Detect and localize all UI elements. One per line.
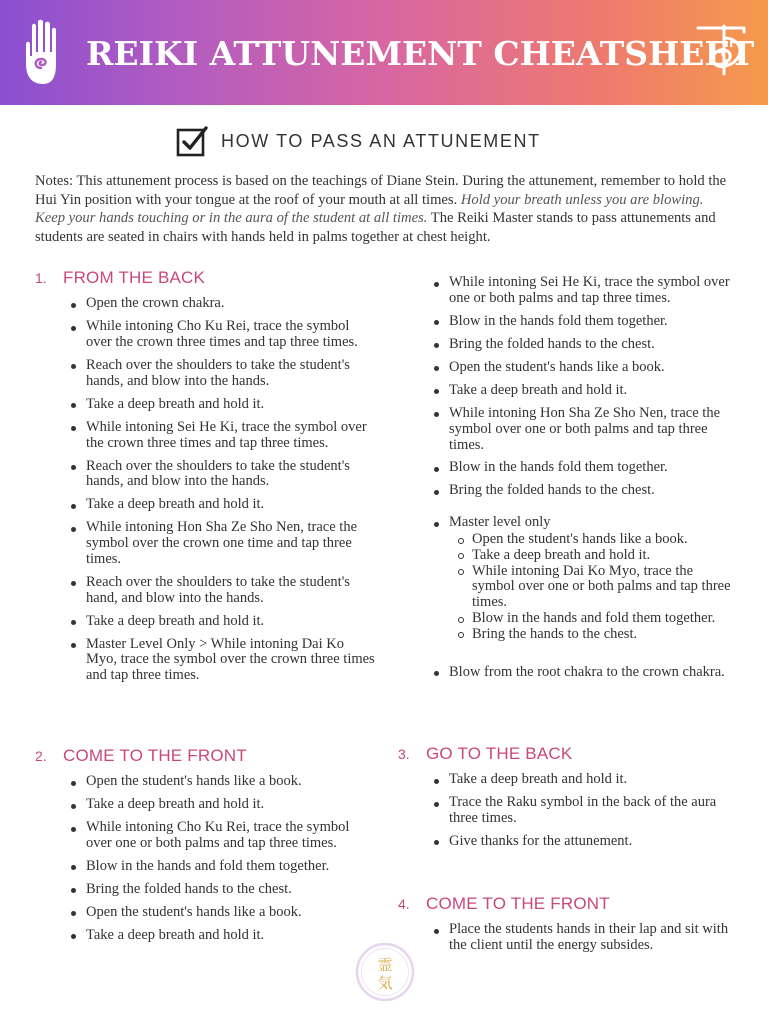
reiki-kanji-seal-icon	[355, 942, 415, 1002]
list-item: Blow in the hands fold them together.	[433, 314, 738, 330]
section-title: COME TO THE FRONT	[63, 746, 247, 765]
sub-list-item: Open the student's hands like a book.	[457, 532, 738, 548]
list-item: Blow from the root chakra to the crown chakra.	[433, 665, 738, 681]
list-item: Open the student's hands like a book.	[433, 360, 738, 376]
section-title: GO TO THE BACK	[426, 744, 573, 763]
list-item: Place the students hands in their lap and sit with the client until the energy subsides.	[433, 922, 738, 954]
list-item: Open the crown chakra.	[70, 296, 375, 312]
list-item: Open the student's hands like a book.	[70, 905, 375, 921]
section-title: FROM THE BACK	[63, 268, 206, 287]
section-come-to-the-front-final	[398, 894, 738, 954]
notes-part-2-italic: Hold your breath unless you are blowing. Keep your hands touching or in the aura of the student at all times.	[35, 191, 704, 227]
list-item: Reach over the shoulders to take the student's hand, and blow into the hands.	[70, 575, 375, 607]
section-go-to-the-back	[398, 744, 738, 850]
subheading-text: HOW TO PASS AN ATTUNEMENT	[221, 130, 541, 151]
subheading	[176, 124, 541, 158]
list-item: While intoning Cho Ku Rei, trace the symbol over the crown three times and tap three times.	[70, 319, 375, 351]
section-header	[398, 744, 738, 766]
list-item: While intoning Sei He Ki, trace the symbol over the crown three times and tap three times.	[70, 420, 375, 452]
section-list	[433, 772, 738, 850]
master-level-label: Master level only	[449, 514, 551, 531]
list-item: While intoning Hon Sha Ze Sho Nen, trace the symbol over the crown one time and tap three times.	[70, 520, 375, 567]
header-banner	[0, 0, 768, 105]
master-level-sublist	[457, 532, 738, 643]
sub-list-item: While intoning Dai Ko Myo, trace the symbol over one or both palms and tap three times.	[457, 564, 738, 611]
section-number: 4.	[398, 896, 410, 912]
section-list	[433, 275, 738, 680]
list-item: Open the student's hands like a book.	[70, 774, 375, 790]
list-item: Bring the folded hands to the chest.	[433, 337, 738, 353]
list-item: Trace the Raku symbol in the back of the aura three times.	[433, 795, 738, 827]
list-item: Take a deep breath and hold it.	[70, 614, 375, 630]
list-item: Bring the folded hands to the chest.	[70, 882, 375, 898]
list-item: Master Level Only > While intoning Dai Ko Myo, trace the symbol over the crown three times and tap three times.	[70, 637, 375, 684]
cho-ku-rei-symbol-icon	[694, 22, 752, 84]
list-item: Reach over the shoulders to take the student's hands, and blow into the hands.	[70, 358, 375, 390]
section-title: COME TO THE FRONT	[426, 894, 610, 913]
list-item: Reach over the shoulders to take the student's hands, and blow into the hands.	[70, 459, 375, 491]
list-item: Blow in the hands fold them together.	[433, 460, 738, 476]
section-list	[433, 922, 738, 954]
list-item: Bring the folded hands to the chest.	[433, 483, 738, 499]
list-item: While intoning Sei He Ki, trace the symbol over one or both palms and tap three times.	[433, 275, 738, 307]
svg-text:霊: 霊	[377, 956, 393, 974]
list-item: Give thanks for the attunement.	[433, 834, 738, 850]
list-item: Take a deep breath and hold it.	[433, 772, 738, 788]
list-item: Take a deep breath and hold it.	[70, 797, 375, 813]
section-header	[398, 894, 738, 916]
list-item: Take a deep breath and hold it.	[70, 497, 375, 513]
section-header	[35, 746, 375, 768]
sub-list-item: Bring the hands to the chest.	[457, 627, 738, 643]
svg-text:気: 気	[377, 974, 393, 992]
page-title: REIKI ATTUNEMENT CHEATSHEET	[86, 34, 755, 73]
list-item: While intoning Hon Sha Ze Sho Nen, trace the symbol over one or both palms and tap three times.	[433, 406, 738, 453]
list-item: Take a deep breath and hold it.	[433, 383, 738, 399]
hamsa-hand-icon	[20, 18, 66, 86]
list-item: Take a deep breath and hold it.	[70, 928, 375, 944]
section-number: 1.	[35, 270, 47, 286]
list-item: While intoning Cho Ku Rei, trace the symbol over one or both palms and tap three times.	[70, 820, 375, 852]
section-from-the-back	[35, 268, 375, 684]
section-header	[35, 268, 375, 290]
section-number: 3.	[398, 746, 410, 762]
checkbox-checked-icon	[176, 125, 208, 157]
notes-paragraph	[35, 172, 735, 246]
notes-part-3: The Reiki Master stands to pass attunements and students are seated in chairs with hands held in palms together at chest height.	[35, 210, 716, 245]
sub-list-item: Blow in the hands and fold them together.	[457, 611, 738, 627]
section-list	[70, 296, 375, 684]
section-come-to-the-front	[35, 746, 375, 944]
section-from-the-back-continued	[433, 268, 738, 680]
sub-list-item: Take a deep breath and hold it.	[457, 548, 738, 564]
master-level-item	[433, 515, 738, 642]
list-item: Blow in the hands and fold them together.	[70, 859, 375, 875]
notes-part-1: Notes: This attunement process is based on the teachings of Diane Stein. During the attunement, remember to hold the Hui Yin position with your tongue at the roof of your mouth at all times.	[35, 173, 727, 208]
section-number: 2.	[35, 748, 47, 764]
list-item: Take a deep breath and hold it.	[70, 397, 375, 413]
section-list	[70, 774, 375, 944]
